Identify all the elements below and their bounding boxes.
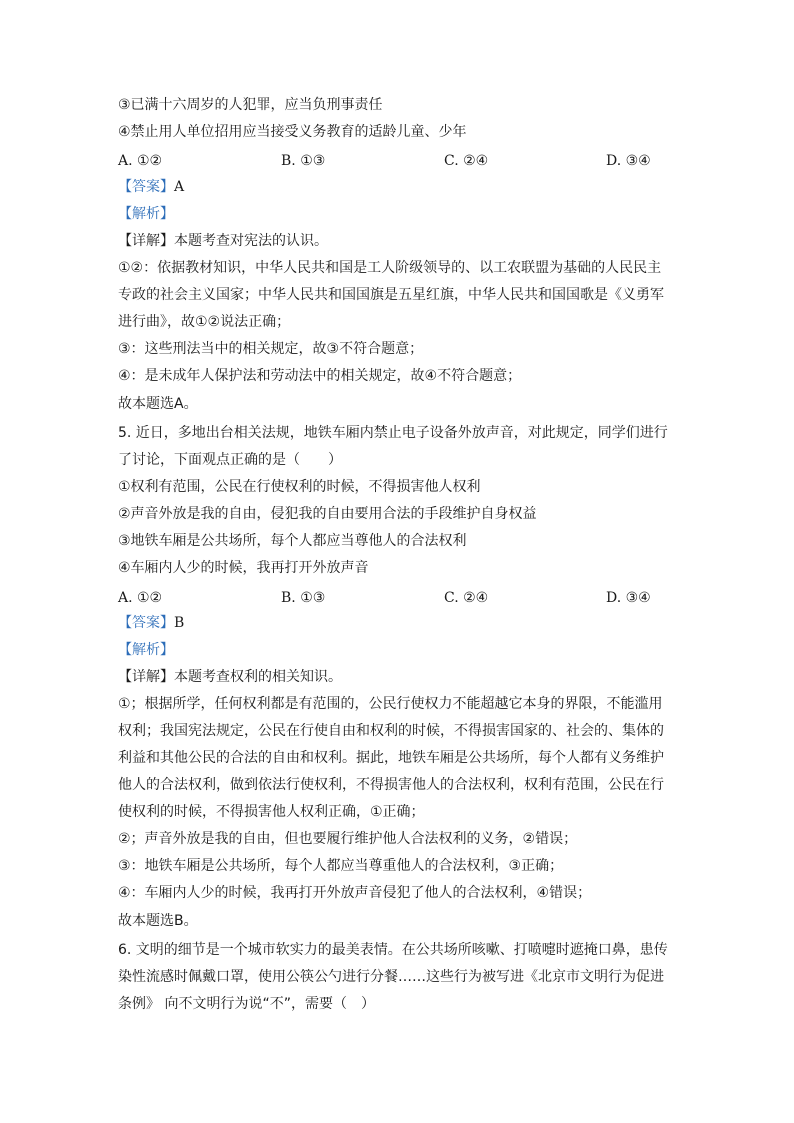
q5-explanation-line: 利益和其他公民的合法的自由和权利。据此，地铁车厢是公共场所，每个人都有义务维护 <box>118 750 664 766</box>
q5-option-a: A. ①② <box>118 590 163 606</box>
answer-tag: 【答案】 <box>118 615 174 631</box>
q6-stem-line: 条例》 向不文明行为说“不”，需要（ ） <box>118 996 375 1012</box>
q5-explanation-line: ③：地铁车厢是公共场所，每个人都应当尊重他人的合法权利，③正确； <box>118 858 564 874</box>
q4-analysis-tag: 【解析】 <box>118 206 174 222</box>
q5-options <box>118 589 658 607</box>
detail-text: 本题考查权利的相关知识。 <box>174 669 342 685</box>
q5-stem-line: 5. 近日，多地出台相关法规，地铁车厢内禁止电子设备外放声音，对此规定，同学们进行 <box>118 425 668 441</box>
q5-item-4: ④车厢内人少的时候，我再打开外放声音 <box>118 560 369 576</box>
q4-option-b: B. ①③ <box>281 153 326 169</box>
q4-explanation-line: 进行曲》，故①②说法正确； <box>118 314 291 330</box>
q4-option-d: D. ③④ <box>606 153 651 169</box>
detail-tag: 【详解】 <box>118 669 174 685</box>
q5-stem-line: 了讨论，下面观点正确的是（ ） <box>118 452 342 468</box>
q5-explanation-line: 使权利的时候，不得损害他人权利正确，①正确； <box>118 804 425 820</box>
q4-option-c: C. ②④ <box>444 153 489 169</box>
q5-analysis-tag: 【解析】 <box>118 642 174 658</box>
q5-option-b: B. ①③ <box>281 590 326 606</box>
q5-detail <box>118 668 342 686</box>
q5-item-3: ③地铁车厢是公共场所，每个人都应当尊他人的合法权利 <box>118 533 467 549</box>
q5-item-2: ②声音外放是我的自由，侵犯我的自由要用合法的手段维护自身权益 <box>118 506 537 522</box>
q4-answer <box>118 178 184 196</box>
detail-text: 本题考查对宪法的认识。 <box>174 233 328 249</box>
q4-option-a: A. ①② <box>118 153 163 169</box>
q4-explanation-line: ③：这些刑法当中的相关规定，故③不符合题意； <box>118 341 424 357</box>
q6-stem-line: 6. 文明的细节是一个城市软实力的最美表情。在公共场所咳嗽、打喷嚏时遮掩口鼻，患传 <box>118 942 668 958</box>
q5-explanation-line: 他人的合法权利，做到依法行使权利，不得损害他人的合法权利，权利有范围，公民在行 <box>118 777 664 793</box>
q4-explanation-line: ①②：依据教材知识，中华人民共和国是工人阶级领导的、以工农联盟为基础的人民民主 <box>118 260 662 276</box>
answer-tag: 【答案】 <box>118 179 174 195</box>
detail-tag: 【详解】 <box>118 233 174 249</box>
q5-explanation-line: 权利；我国宪法规定，公民在行使自由和权利的时候，不得损害国家的、社会的、集体的 <box>118 723 664 739</box>
q4-options <box>118 152 658 170</box>
q6-stem-line: 染性流感时佩戴口罩，使用公筷公勺进行分餐……这些行为被写进《北京市文明行为促进 <box>118 969 664 985</box>
q5-explanation-line: ④：车厢内人少的时候，我再打开外放声音侵犯了他人的合法权利，④错误； <box>118 885 592 901</box>
q5-option-d: D. ③④ <box>606 590 651 606</box>
q4-detail <box>118 232 328 250</box>
q4-conclusion: 故本题选A。 <box>118 396 198 412</box>
q5-conclusion: 故本题选B。 <box>118 913 198 929</box>
q5-explanation-line: ②；声音外放是我的自由，但也要履行维护他人合法权利的义务，②错误； <box>118 831 578 847</box>
q4-explanation-line: ④：是未成年人保护法和劳动法中的相关规定，故④不符合题意； <box>118 368 522 384</box>
q4-item-4: ④禁止用人单位招用应当接受义务教育的适龄儿童、少年 <box>118 124 467 140</box>
q5-option-c: C. ②④ <box>444 590 489 606</box>
q5-answer <box>118 614 184 632</box>
q4-item-3: ③已满十六周岁的人犯罪，应当负刑事责任 <box>118 97 383 113</box>
q5-explanation-line: ①；根据所学，任何权利都是有范围的，公民行使权力不能超越它本身的界限，不能滥用 <box>118 696 663 712</box>
answer-value: B <box>174 615 185 631</box>
q4-explanation-line: 专政的社会主义国家；中华人民共和国国旗是五星红旗，中华人民共和国国歌是《义勇军 <box>118 287 664 303</box>
q5-item-1: ①权利有范围，公民在行使权利的时候，不得损害他人权利 <box>118 479 481 495</box>
answer-value: A <box>174 179 185 195</box>
